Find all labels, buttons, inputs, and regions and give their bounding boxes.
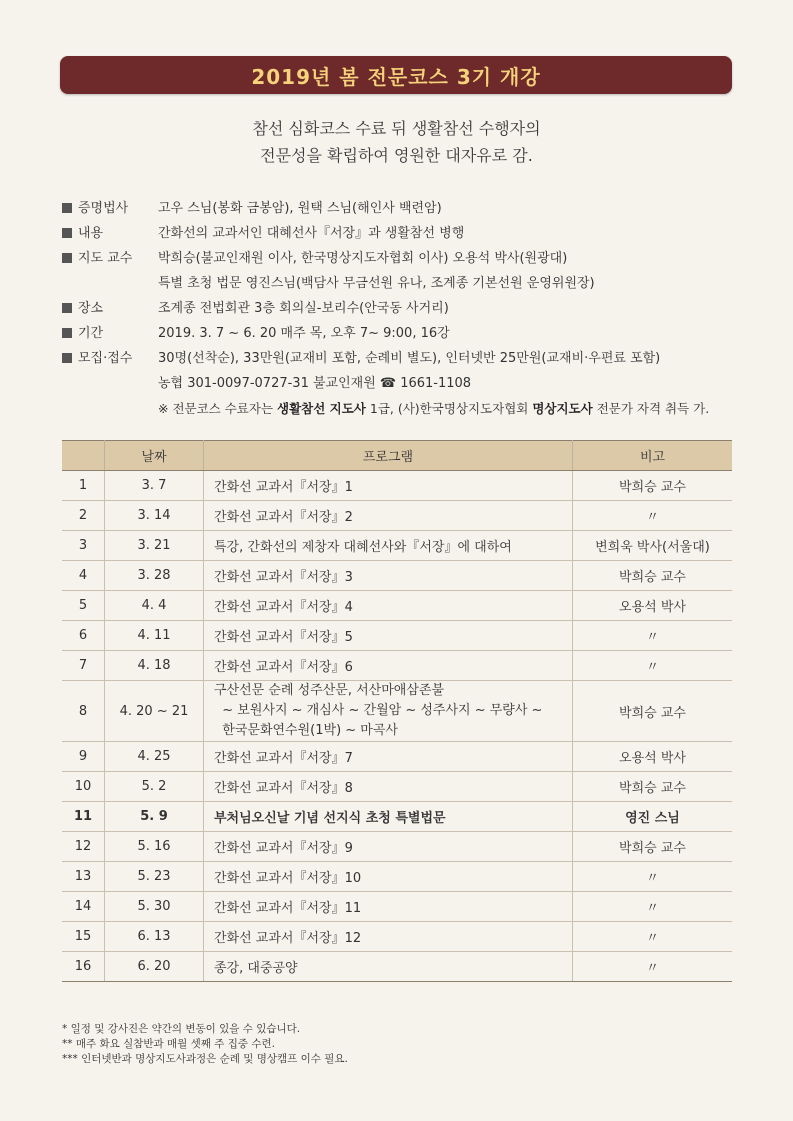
program-line: 간화선 교과서『서장』12 [214, 931, 362, 946]
table-row [62, 922, 732, 952]
info-key: 증명법사 [78, 201, 129, 216]
row-note: 〃 [573, 922, 733, 952]
course-info [62, 196, 752, 421]
row-date: 4. 20 ~ 21 [105, 681, 204, 742]
note-bold: 생활참선 지도사 [277, 401, 366, 416]
row-program [204, 561, 573, 591]
row-date: 3. 21 [105, 531, 204, 561]
row-number: 12 [62, 832, 105, 862]
program-line: 간화선 교과서『서장』2 [214, 510, 353, 525]
intro-line: 전문성을 확립하여 영원한 대자유로 감. [260, 146, 533, 165]
note-text: 전문가 자격 취득 가. [592, 401, 710, 416]
info-key: 기간 [78, 326, 104, 341]
row-program [204, 952, 573, 982]
intro-text [0, 115, 793, 169]
table-row [62, 952, 732, 982]
table-row [62, 772, 732, 802]
table-row [62, 681, 732, 742]
row-program [204, 742, 573, 772]
header-program: 프로그램 [204, 441, 573, 471]
info-value: 특별 초청 법문 영진스님(백담사 무금선원 유나, 조계종 기본선원 운영위원장) [158, 276, 595, 291]
row-number: 14 [62, 892, 105, 922]
row-number: 2 [62, 501, 105, 531]
program-line: 특강, 간화선의 제창자 대혜선사와『서장』에 대하여 [214, 540, 512, 555]
row-program [204, 501, 573, 531]
row-date: 5. 16 [105, 832, 204, 862]
row-program [204, 802, 573, 832]
note-bold: 명상지도사 [532, 401, 593, 416]
row-date: 5. 30 [105, 892, 204, 922]
row-note: 박희승 교수 [573, 561, 733, 591]
row-program [204, 621, 573, 651]
header-no [62, 441, 105, 471]
row-program [204, 772, 573, 802]
header-date: 날짜 [105, 441, 204, 471]
info-value: 박희승(불교인재원 이사, 한국명상지도자협회 이사) 오용석 박사(원광대) [158, 251, 568, 266]
program-line: ~ 보원사지 ~ 개심사 ~ 간월암 ~ 성주사지 ~ 무량사 ~ [214, 703, 543, 718]
row-note: 박희승 교수 [573, 772, 733, 802]
row-program [204, 922, 573, 952]
table-row [62, 742, 732, 772]
row-program [204, 651, 573, 681]
row-number: 4 [62, 561, 105, 591]
table-header-row [62, 441, 732, 471]
row-note: 〃 [573, 651, 733, 681]
row-date: 5. 2 [105, 772, 204, 802]
info-key: 장소 [78, 301, 104, 316]
table-row [62, 621, 732, 651]
program-line: 구산선문 순례 성주산문, 서산마애삼존불 [214, 683, 445, 698]
program-line: 간화선 교과서『서장』6 [214, 660, 353, 675]
table-row [62, 591, 732, 621]
row-program [204, 591, 573, 621]
row-date: 3. 14 [105, 501, 204, 531]
row-note: 〃 [573, 501, 733, 531]
row-program [204, 832, 573, 862]
info-row [62, 196, 752, 221]
row-date: 3. 7 [105, 471, 204, 501]
row-number: 6 [62, 621, 105, 651]
row-number: 11 [62, 802, 105, 832]
row-number: 9 [62, 742, 105, 772]
row-program [204, 862, 573, 892]
table-row [62, 832, 732, 862]
info-key: 내용 [78, 226, 104, 241]
row-number: 7 [62, 651, 105, 681]
footnote: *** 인터넷반과 명상지도사과정은 순례 및 명상캠프 이수 필요. [62, 1053, 348, 1065]
row-note: 오용석 박사 [573, 591, 733, 621]
row-note: 〃 [573, 952, 733, 982]
info-row [62, 246, 752, 271]
row-date: 5. 9 [105, 802, 204, 832]
row-number: 15 [62, 922, 105, 952]
row-note: 박희승 교수 [573, 681, 733, 742]
program-line: 간화선 교과서『서장』10 [214, 871, 362, 886]
row-note: 박희승 교수 [573, 832, 733, 862]
footnote: ** 매주 화요 실참반과 매월 셋째 주 집중 수련. [62, 1038, 275, 1050]
row-date: 4. 4 [105, 591, 204, 621]
program-line: 간화선 교과서『서장』1 [214, 480, 353, 495]
program-line: 간화선 교과서『서장』3 [214, 570, 353, 585]
info-value: 고우 스님(봉화 금봉암), 원택 스님(해인사 백련암) [158, 201, 442, 216]
info-row [62, 221, 752, 246]
row-program [204, 531, 573, 561]
info-row [62, 296, 752, 321]
footnote: * 일정 및 강사진은 약간의 변동이 있을 수 있습니다. [62, 1023, 301, 1035]
row-number: 8 [62, 681, 105, 742]
title-banner [60, 56, 732, 94]
row-note: 영진 스님 [573, 802, 733, 832]
row-number: 5 [62, 591, 105, 621]
square-bullet-icon [62, 203, 72, 213]
schedule-table [62, 440, 732, 982]
table-row [62, 892, 732, 922]
info-value: 농협 301-0097-0727-31 불교인재원 ☎ 1661-1108 [158, 376, 472, 391]
row-note: 변희욱 박사(서울대) [573, 531, 733, 561]
row-number: 13 [62, 862, 105, 892]
square-bullet-icon [62, 253, 72, 263]
square-bullet-icon [62, 303, 72, 313]
table-row [62, 501, 732, 531]
info-row [62, 371, 752, 396]
info-value: 2019. 3. 7 ~ 6. 20 매주 목, 오후 7~ 9:00, 16강 [158, 326, 450, 341]
program-line: 한국문화연수원(1박) ~ 마곡사 [214, 723, 398, 738]
row-date: 4. 25 [105, 742, 204, 772]
square-bullet-icon [62, 353, 72, 363]
page-title: 2019년 봄 전문코스 3기 개강 [251, 64, 541, 89]
row-date: 4. 11 [105, 621, 204, 651]
program-line: 부처님오신날 기념 선지식 초청 특별법문 [214, 811, 446, 826]
info-value: 조계종 전법회관 3층 회의실-보리수(안국동 사거리) [158, 301, 449, 316]
row-note: 〃 [573, 862, 733, 892]
header-note: 비고 [573, 441, 733, 471]
row-number: 10 [62, 772, 105, 802]
note-text: ※ 전문코스 수료자는 [158, 401, 277, 416]
footnotes [62, 1022, 348, 1067]
info-key: 지도 교수 [78, 251, 133, 266]
program-line: 종강, 대중공양 [214, 961, 298, 976]
table-row [62, 471, 732, 501]
program-line: 간화선 교과서『서장』8 [214, 781, 353, 796]
info-row [62, 346, 752, 371]
info-row [62, 271, 752, 296]
program-line: 간화선 교과서『서장』9 [214, 841, 353, 856]
note-text: 1급, (사)한국명상지도자협회 [365, 401, 533, 416]
row-date: 4. 18 [105, 651, 204, 681]
info-value: 간화선의 교과서인 대혜선사『서장』과 생활참선 병행 [158, 226, 465, 241]
info-row [62, 321, 752, 346]
row-note: 오용석 박사 [573, 742, 733, 772]
row-note: 〃 [573, 621, 733, 651]
table-row [62, 531, 732, 561]
row-program [204, 892, 573, 922]
program-line: 간화선 교과서『서장』11 [214, 901, 362, 916]
table-row [62, 802, 732, 832]
info-key: 모집·접수 [78, 351, 133, 366]
table-row [62, 862, 732, 892]
row-number: 16 [62, 952, 105, 982]
row-date: 3. 28 [105, 561, 204, 591]
row-note: 박희승 교수 [573, 471, 733, 501]
program-line: 간화선 교과서『서장』5 [214, 630, 353, 645]
square-bullet-icon [62, 328, 72, 338]
intro-line: 참선 심화코스 수료 뒤 생활참선 수행자의 [252, 119, 541, 138]
row-note: 〃 [573, 892, 733, 922]
row-date: 6. 13 [105, 922, 204, 952]
program-line: 간화선 교과서『서장』4 [214, 600, 353, 615]
row-program [204, 681, 573, 742]
table-row [62, 561, 732, 591]
table-row [62, 651, 732, 681]
program-line: 간화선 교과서『서장』7 [214, 751, 353, 766]
row-date: 5. 23 [105, 862, 204, 892]
info-value: 30명(선착순), 33만원(교재비 포함, 순례비 별도), 인터넷반 25만원(교재비·우편료 포함) [158, 351, 661, 366]
row-date: 6. 20 [105, 952, 204, 982]
square-bullet-icon [62, 228, 72, 238]
row-program [204, 471, 573, 501]
row-number: 3 [62, 531, 105, 561]
row-number: 1 [62, 471, 105, 501]
certification-note [62, 396, 752, 421]
